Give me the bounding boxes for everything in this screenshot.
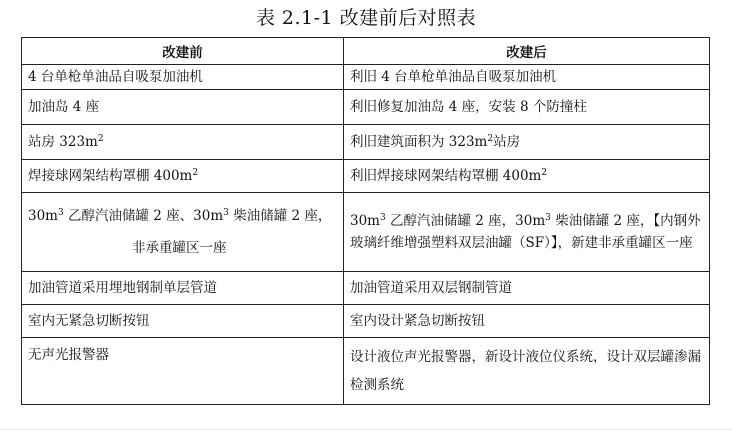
cell-before xyxy=(22,125,344,160)
header-after: 改建后 xyxy=(344,38,710,65)
cell-text: 非承重罐区一座 xyxy=(132,240,227,256)
table-row xyxy=(22,305,710,338)
cell-text: 柴油储罐 2 座， xyxy=(228,208,332,224)
cell-text-block xyxy=(28,200,337,264)
cell-text: 站房 xyxy=(493,134,521,150)
superscript: 2 xyxy=(541,168,548,178)
cell-text: 30m xyxy=(350,213,380,229)
cell-after: 室内设计紧急切断按钮 xyxy=(344,305,710,338)
cell-before: 加油管道采用埋地钢制单层管道 xyxy=(22,272,344,305)
cell-before xyxy=(22,160,344,193)
superscript: 2 xyxy=(192,168,199,178)
table-row xyxy=(22,272,710,305)
cell-before: 无声光报警器 xyxy=(22,338,344,405)
cell-before: 室内无紧急切断按钮 xyxy=(22,305,344,338)
cell-text: 利旧焊接球网架结构罩棚 400m xyxy=(350,168,542,184)
superscript: 2 xyxy=(487,134,494,144)
table-row xyxy=(22,338,710,405)
cell-after: 利旧修复加油岛 4 座，安装 8 个防撞柱 xyxy=(344,90,710,125)
superscript: 3 xyxy=(57,208,64,218)
table-row xyxy=(22,125,710,160)
table-row xyxy=(22,193,710,272)
superscript: 3 xyxy=(223,208,229,218)
superscript: 3 xyxy=(379,213,386,223)
cell-before: 4 台单枪单油品自吸泵加油机 xyxy=(22,65,344,90)
cell-after xyxy=(344,125,710,160)
cell-text: 柴油储罐 2 座，【内钢外玻璃纤维增强塑料双层油罐（SF）】，新建非承重罐区一座 xyxy=(350,213,701,251)
table-row xyxy=(22,90,710,125)
cell-after: 加油管道采用双层钢制管道 xyxy=(344,272,710,305)
cell-text: 站房 323m xyxy=(28,134,98,150)
cell-after: 设计液位声光报警器，新设计液位仪系统，设计双层罐渗漏检测系统 xyxy=(344,338,710,405)
cell-after xyxy=(344,193,710,272)
cell-after xyxy=(344,160,710,193)
cell-after: 利旧 4 台单枪单油品自吸泵加油机 xyxy=(344,65,710,90)
header-before: 改建前 xyxy=(22,38,344,65)
cell-before: 加油岛 4 座 xyxy=(22,90,344,125)
cell-text: 焊接球网架结构罩棚 400m xyxy=(28,168,193,184)
page-edge-divider xyxy=(0,429,732,430)
cell-text: 乙醇汽油储罐 2 座、30m xyxy=(63,208,224,224)
table-row xyxy=(22,65,710,90)
cell-text: 利旧建筑面积为 323m xyxy=(350,134,488,150)
superscript: 3 xyxy=(545,213,551,223)
table-header-row xyxy=(22,38,710,65)
table-row xyxy=(22,160,710,193)
cell-before xyxy=(22,193,344,272)
table-caption: 表 2.1-1 改建前后对照表 xyxy=(255,7,477,29)
superscript: 2 xyxy=(97,134,104,144)
comparison-table xyxy=(21,37,710,405)
cell-text: 30m xyxy=(28,208,58,224)
cell-text: 乙醇汽油储罐 2 座，30m xyxy=(385,213,546,229)
